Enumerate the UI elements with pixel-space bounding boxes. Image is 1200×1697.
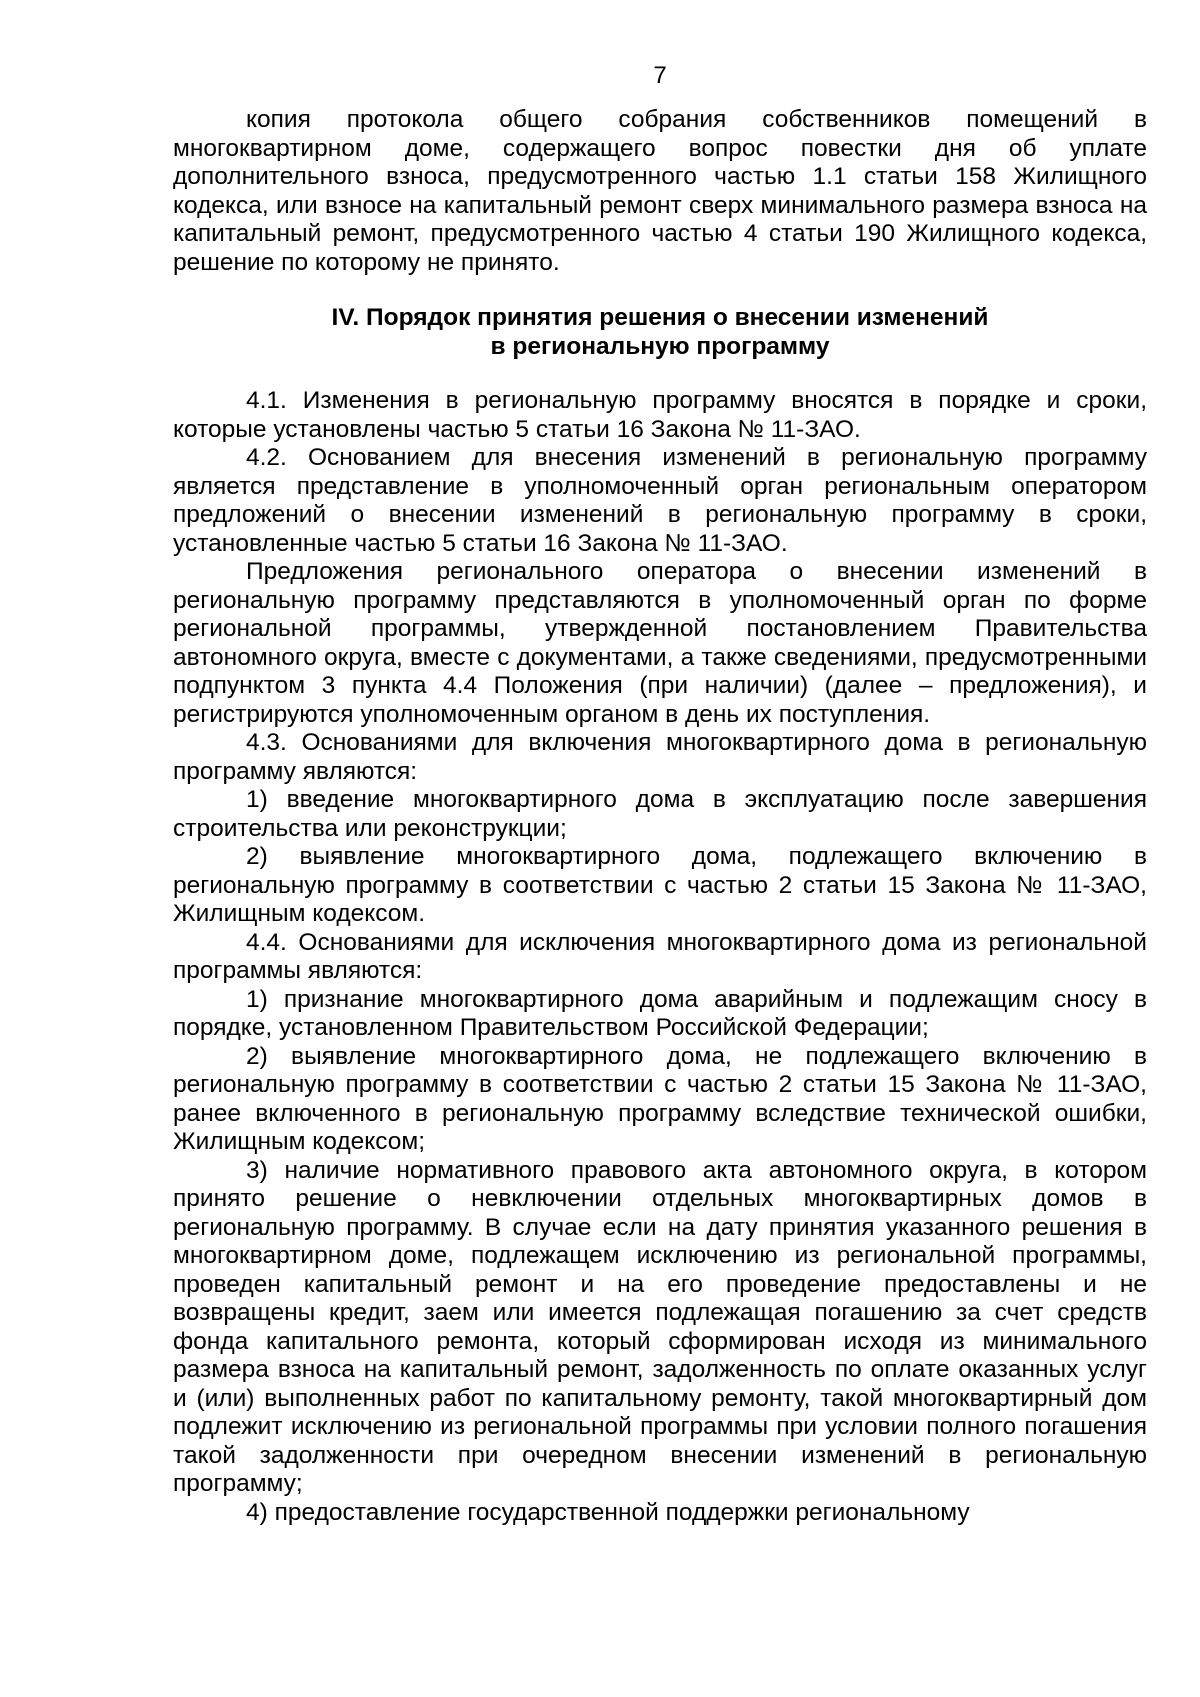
paragraph-4-3-item-1: 1) введение многоквартирного дома в эксплуатацию после завершения строительства или реконструкции; [173, 786, 1147, 842]
document-page [173, 62, 1147, 1527]
section-heading [173, 303, 1147, 361]
paragraph-4-4: 4.4. Основаниями для исключения многоквартирного дома из региональной программы являются: [173, 928, 1147, 984]
page-number: 7 [653, 62, 667, 89]
section-heading-line-1: IV. Порядок принятия решения о внесении изменений [331, 304, 989, 331]
section-heading-line-2: в региональную программу [490, 333, 830, 360]
paragraph-proposals: Предложения регионального оператора о внесении изменений в региональную программу представляются в уполномоченный орган по форме региональной программы, утвержденной постановлением Правительства автономного округа, вместе с документами, а также сведениями, предусмотренными подпунктом 3 пункта 4.4 Положения (при наличии) (далее – предложения), и регистрируются уполномоченным органом в день их поступления. [173, 558, 1147, 728]
paragraph-4-4-item-4: 4) предоставление государственной поддержки региональному [246, 1498, 970, 1526]
paragraph-4-3-item-2: 2) выявление многоквартирного дома, подлежащего включению в региональную программу в соответствии с частью 2 статьи 15 Закона № 11-ЗАО, Жилищным кодексом. [173, 843, 1147, 927]
paragraph-4-4-item-1: 1) признание многоквартирного дома аварийным и подлежащим сносу в порядке, установленном Правительством Российской Федерации; [173, 985, 1147, 1041]
paragraph-copy-protocol: копия протокола общего собрания собственников помещений в многоквартирном доме, содержащего вопрос повестки дня об уплате дополнительного взноса, предусмотренного частью 1.1 статьи 158 Жилищного кодекса, или взносе на капитальный ремонт сверх минимального размера взноса на капитальный ремонт, предусмотренного частью 4 статьи 190 Жилищного кодекса, решение по которому не принято. [173, 106, 1147, 276]
paragraph-4-2: 4.2. Основанием для внесения изменений в региональную программу является представление в уполномоченный орган региональным оператором предложений о внесении изменений в региональную программу в сроки, установленные частью 5 статьи 16 Закона № 11-ЗАО. [173, 444, 1147, 557]
paragraph-4-4-item-2: 2) выявление многоквартирного дома, не подлежащего включению в региональную программу в соответствии с частью 2 статьи 15 Закона № 11-ЗАО, ранее включенного в региональную программу вследствие технической ошибки, Жилищным кодексом; [173, 1042, 1147, 1155]
paragraph-4-3: 4.3. Основаниями для включения многоквартирного дома в региональную программу являются: [173, 729, 1147, 785]
paragraph-4-4-item-3: 3) наличие нормативного правового акта автономного округа, в котором принято решение о невключении отдельных многоквартирных домов в региональную программу. В случае если на дату принятия указанного решения в многоквартирном доме, подлежащем исключению из региональной программы, проведен капитальный ремонт и на его проведение предоставлены и не возвращены кредит, заем или имеется подлежащая погашению за счет средств фонда капитального ремонта, который сформирован исходя из минимального размера взноса на капитальный ремонт, задолженность по оплате оказанных услуг и (или) выполненных работ по капитальному ремонту, такой многоквартирный дом подлежит исключению из региональной программы при условии полного погашения такой задолженности при очередном внесении изменений в региональную программу; [173, 1156, 1147, 1497]
paragraph-4-1: 4.1. Изменения в региональную программу вносятся в порядке и сроки, которые установлены частью 5 статьи 16 Закона № 11-ЗАО. [173, 387, 1147, 443]
